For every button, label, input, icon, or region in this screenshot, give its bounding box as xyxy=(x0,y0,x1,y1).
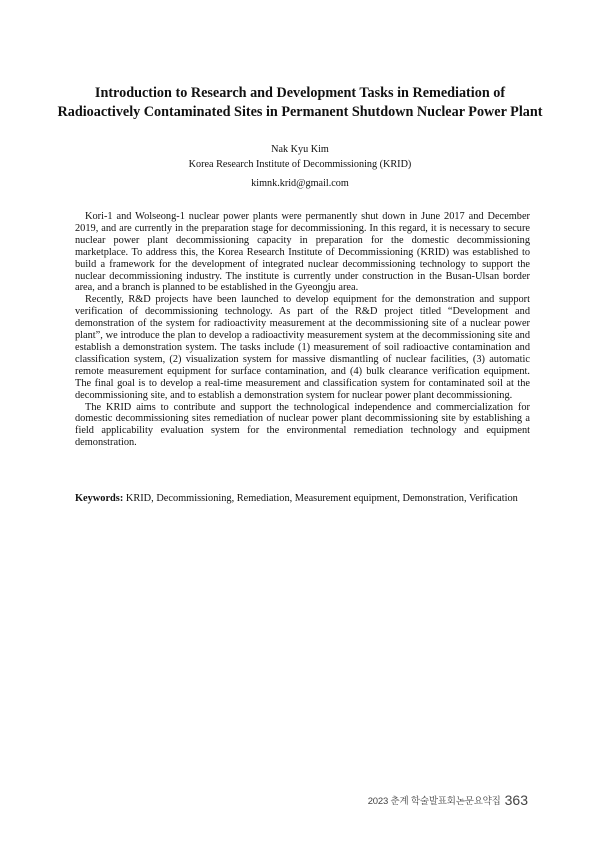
keywords-label: Keywords: xyxy=(75,493,124,504)
author-name: Nak Kyu Kim xyxy=(271,144,329,155)
paper-title xyxy=(40,84,560,122)
abstract-paragraph-2: Recently, R&D projects have been launched to develop equipment for the demonstration and support verification of decommissioning technology. As part of the R&D project titled “Development and demonstration of the system for radioactivity measurement at the decommissioning site of a nuclear power plant”, we introduce the plan to develop a radioactivity measurement system at the decommissioning site and establish a demonstration system. The tasks include (1) measurement of soil radioactive contamination and classification system, (2) visualization system for massive dismantling of nuclear facilities, (3) automatic remote measurement equipment for surface contamination, and (4) bulk clearance verification equipment. The final goal is to develop a real-time measurement and classification system for contaminated soil at the decommissioning site, and to establish a demonstration system for nuclear power plant decommissioning. xyxy=(75,294,530,401)
keywords xyxy=(75,493,545,505)
author-affiliation: Korea Research Institute of Decommissioning (KRID) xyxy=(188,159,412,170)
keywords-list: KRID, Decommissioning, Remediation, Measurement equipment, Demonstration, Verification xyxy=(125,493,518,504)
paper-title-line-1: Introduction to Research and Development Tasks in Remediation of xyxy=(94,85,506,101)
author-email: kimnk.krid@gmail.com xyxy=(251,178,349,189)
abstract-paragraph-1: Kori-1 and Wolseong-1 nuclear power plants were permanently shut down in June 2017 and December 2019, and are currently in the preparation stage for decommissioning. In this regard, it is necessary to secure nuclear power plant decommissioning capacity in preparation for the domestic decommissioning marketplace. To address this, the Korea Research Institute of Decommissioning (KRID) was established to build a framework for the development of integrated nuclear decommissioning technology to support the nuclear decommissioning industry. The institute is currently under construction in the Busan-Ulsan border area, and a branch is planned to be established in the Gyeongju area. xyxy=(75,211,530,294)
conference-name: 2023 춘계 학술발표회논문요약집 xyxy=(367,796,501,807)
page-footer xyxy=(368,792,528,810)
abstract-paragraph-3: The KRID aims to contribute and support the technological independence and commercialization for domestic decommissioning sites remediation of nuclear power plant decommissioning site by establishing a field applicability evaluation system for the environmental remediation technology and equipment demonstration. xyxy=(75,401,530,449)
paper-title-line-2: Radioactively Contaminated Sites in Permanent Shutdown Nuclear Power Plant xyxy=(57,104,543,120)
page-number: 363 xyxy=(504,792,528,808)
abstract xyxy=(75,211,530,449)
